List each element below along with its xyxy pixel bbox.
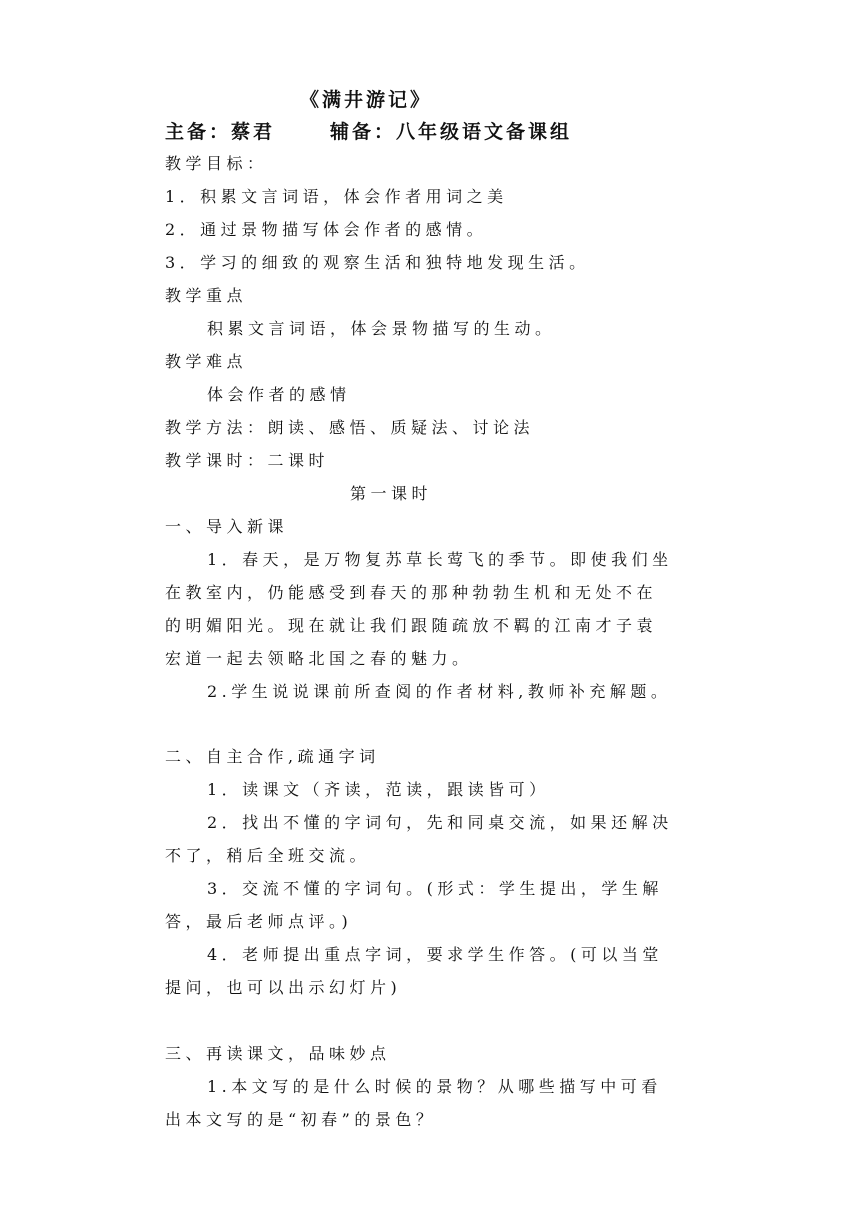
paragraph-line: 1．读课文（齐读，范读，跟读皆可） — [207, 780, 550, 799]
paragraph-line: 体会作者的感情 — [207, 385, 351, 404]
section-heading: 一、导入新课 — [165, 517, 289, 536]
paragraph-line: 出本文写的是“初春”的景色？ — [165, 1110, 437, 1129]
section-heading: 教学目标： — [165, 154, 268, 173]
paragraph-line: 1.本文写的是什么时候的景物？从哪些描写中可看 — [207, 1077, 662, 1096]
paragraph-line: 2．找出不懂的字词句，先和同桌交流，如果还解决 — [207, 813, 673, 832]
paragraph-line: 1．春天，是万物复苏草长莺飞的季节。即使我们坐 — [207, 550, 673, 569]
co-author: 辅备：八年级语文备课组 — [330, 121, 573, 143]
paragraph-line: 2.学生说说课前所查阅的作者材料,教师补充解题。 — [207, 682, 672, 701]
paragraph-line: 答，最后老师点评。) — [165, 912, 353, 931]
section-heading: 三、再读课文，品味妙点 — [165, 1044, 391, 1063]
section-heading: 教学难点 — [165, 352, 248, 371]
paragraph-line: 4．老师提出重点字词，要求学生作答。(可以当堂 — [207, 945, 663, 964]
main-author: 主备：蔡君 — [165, 121, 276, 143]
paragraph-line: 的明媚阳光。现在就让我们跟随疏放不羁的江南才子袁 — [165, 616, 658, 635]
objective-item: 3．学习的细致的观察生活和独特地发现生活。 — [165, 253, 590, 272]
paragraph-line: 3．交流不懂的字词句。(形式：学生提出，学生解 — [207, 879, 663, 898]
paragraph-line: 在教室内，仍能感受到春天的那种勃勃生机和无处不在 — [165, 583, 658, 602]
paragraph-line: 提问，也可以出示幻灯片) — [165, 978, 402, 997]
paragraph-line: 宏道一起去领略北国之春的魅力。 — [165, 649, 473, 668]
section-heading: 二、自主合作,疏通字词 — [165, 747, 380, 766]
doc-title: 《满井游记》 — [300, 89, 433, 111]
paragraph-line: 不了，稍后全班交流。 — [165, 846, 371, 865]
objective-item: 1．积累文言词语，体会作者用词之美 — [165, 187, 508, 206]
section-heading: 教学重点 — [165, 286, 248, 305]
lesson-heading: 第一课时 — [350, 484, 433, 503]
paragraph-line: 积累文言词语，体会景物描写的生动。 — [207, 319, 556, 338]
hours-line: 教学课时：二课时 — [165, 451, 330, 470]
author-line — [165, 121, 572, 143]
method-line: 教学方法：朗读、感悟、质疑法、讨论法 — [165, 418, 535, 437]
objective-item: 2．通过景物描写体会作者的感情。 — [165, 220, 488, 239]
